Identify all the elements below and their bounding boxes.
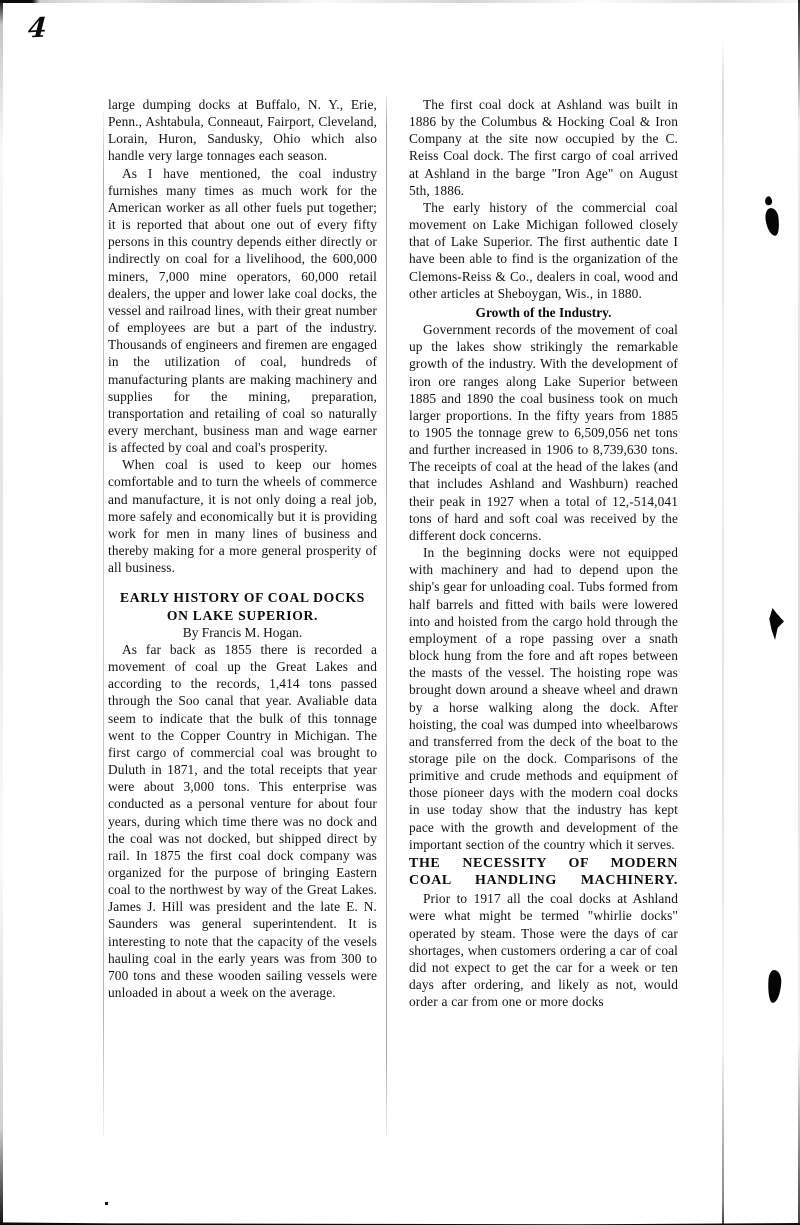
scan-fade-overlay <box>688 90 722 1140</box>
ink-blob-artifact-bottom <box>767 970 782 1004</box>
article-columns <box>108 96 678 1010</box>
paragraph: The first coal dock at Ashland was built in 1886 by the Columbus & Hocking Coal & Iron Company at the site now occupied by the C. Reiss Coal dock. The first cargo of coal arrived at Ashland in the barge "Iron Age" on August 5th, 1886. <box>409 97 678 198</box>
scan-left-edge-artifact <box>0 0 3 1225</box>
handwritten-page-number: 4 <box>27 12 47 45</box>
section-headline <box>409 855 678 889</box>
article-byline: By Francis M. Hogan. <box>182 624 303 640</box>
article-headline: EARLY HISTORY OF COAL DOCKS ON LAKE SUPERIOR. <box>119 590 366 623</box>
scan-speck-artifact <box>105 1202 108 1205</box>
paragraph: large dumping docks at Buffalo, N. Y., Erie, Penn., Ashtabula, Conneaut, Fairport, Cleveland, Lorain, Huron, Sandusky, Ohio which also handle very large tonnages each season. <box>108 97 377 164</box>
ink-blob-artifact-top <box>764 207 781 237</box>
paragraph: As I have mentioned, the coal industry furnishes many times as much work for the American worker as all other fuels put together; it is reported that about one out of every fifty persons in this country depends either directly or indirectly on coal for a livelihood, the 600,000 miners, 7,000 mine operators, 60,000 retail dealers, the upper and lower lake coal docks, the vessel and railroad lines, with their great number of employees are but a part of the industry. Thousands of engineers and firemen are engaged in the utilization of coal, hundreds of manufacturing plants are making machinery and supplies for the mining, preparation, transportation and retailing of coal so naturally every merchant, business man and wage earner is affected by coal and coal's prosperity. <box>108 165 377 456</box>
section-headline-line-1: THE NECESSITY OF MODERN <box>409 855 678 871</box>
section-subhead: Growth of the Industry. <box>475 304 612 320</box>
paragraph: The early history of the commercial coal movement on Lake Michigan followed closely that of Lake Superior. The first authentic date I have been able to find is the organization of the Clemons-Reiss & Co., dealers in coal, wood and other articles at Sheboygan, Wis., in 1880. <box>409 199 678 301</box>
scan-top-edge-artifact <box>0 0 800 3</box>
paragraph: In the beginning docks were not equipped with machinery and had to depend upon the ship's gear for unloading coal. Tubs formed from half barrels and fitted with bails were lowered into and hoisted from the cargo hold through the employment of a rope passing over a snath block hung from the fore and aft ropes between the masts of the vessel. The hoisting rope was brought down around a sheave wheel and drawn by a horse walking along the dock. After hoisting, the coal was dumped into wheelbarows and transferred from the deck of the boat to the storage pile on the dock. Comparisons of the primitive and crude methods and equipment of those pioneer days with the modern coal docks in use today show that the industry has kept pace with the growth and development of the important section of the country which it serves. <box>409 545 678 852</box>
left-column-rule <box>103 112 104 1136</box>
scan-right-margin-rule <box>722 40 724 1225</box>
paragraph: As far back as 1855 there is recorded a movement of coal up the Great Lakes and according to the records, 1,414 tons passed through the Soo canal that year. Avaliable data seem to indicate that the bulk of this tonnage went to the Copper Country in Michigan. The first cargo of commercial coal was brought to Duluth in 1871, and the total receipts that year were about 3,000 tons. This enterprise was conducted as a personal venture for about four years, during which time there was no dock and the coal was not docked, but shipped direct by rail. In 1875 the first coal dock company was organized for the purpose of bringing Eastern coal to the northwest by way of the Great Lakes. James J. Hill was president and the late E. N. Saunders was general superintendent. It is interesting to note that the capacity of the vesels hauling coal in the early years was from 300 to 700 tons and these wooden sailing vessels were unloaded in about a week on the average. <box>108 641 377 1001</box>
paragraph: Government records of the movement of coal up the lakes show strikingly the remarkable growth of the industry. With the development of iron ore ranges along Lake Superior between 1885 and 1890 the coal business took on much larger proportions. In the fifty years from 1885 to 1905 the tonnage grew to 6,509,056 net tons and further increased in 1906 to 8,739,630 tons. The receipts of coal at the head of the lakes (and that includes Ashland and Washburn) reached their peak in 1927 when a total of 12,-514,041 tons of hard and soft coal was received by the different dock concerns. <box>409 322 678 543</box>
paragraph: When coal is used to keep our homes comfortable and to turn the wheels of commerce and manufacture, it is not only doing a real job, more safely and economically but it is providing work for men in many lines of business and thereby making for a more general prosperity of all business. <box>108 457 377 576</box>
column-left <box>108 96 379 1010</box>
scan-bottom-edge-artifact <box>0 1218 800 1225</box>
paragraph: Prior to 1917 all the coal docks at Ashland were what might be termed "whirlie docks" operated by steam. Those were the days of car shortages, when customers ordering a car of coal did not expect to get the car for a week or ten days after ordering, and likely as not, would order a car from one or more docks <box>409 891 678 1010</box>
column-right <box>407 96 678 1010</box>
section-headline-line-2: COAL HANDLING MACHINERY. <box>409 873 678 889</box>
ink-blob-artifact-middle <box>768 608 784 640</box>
